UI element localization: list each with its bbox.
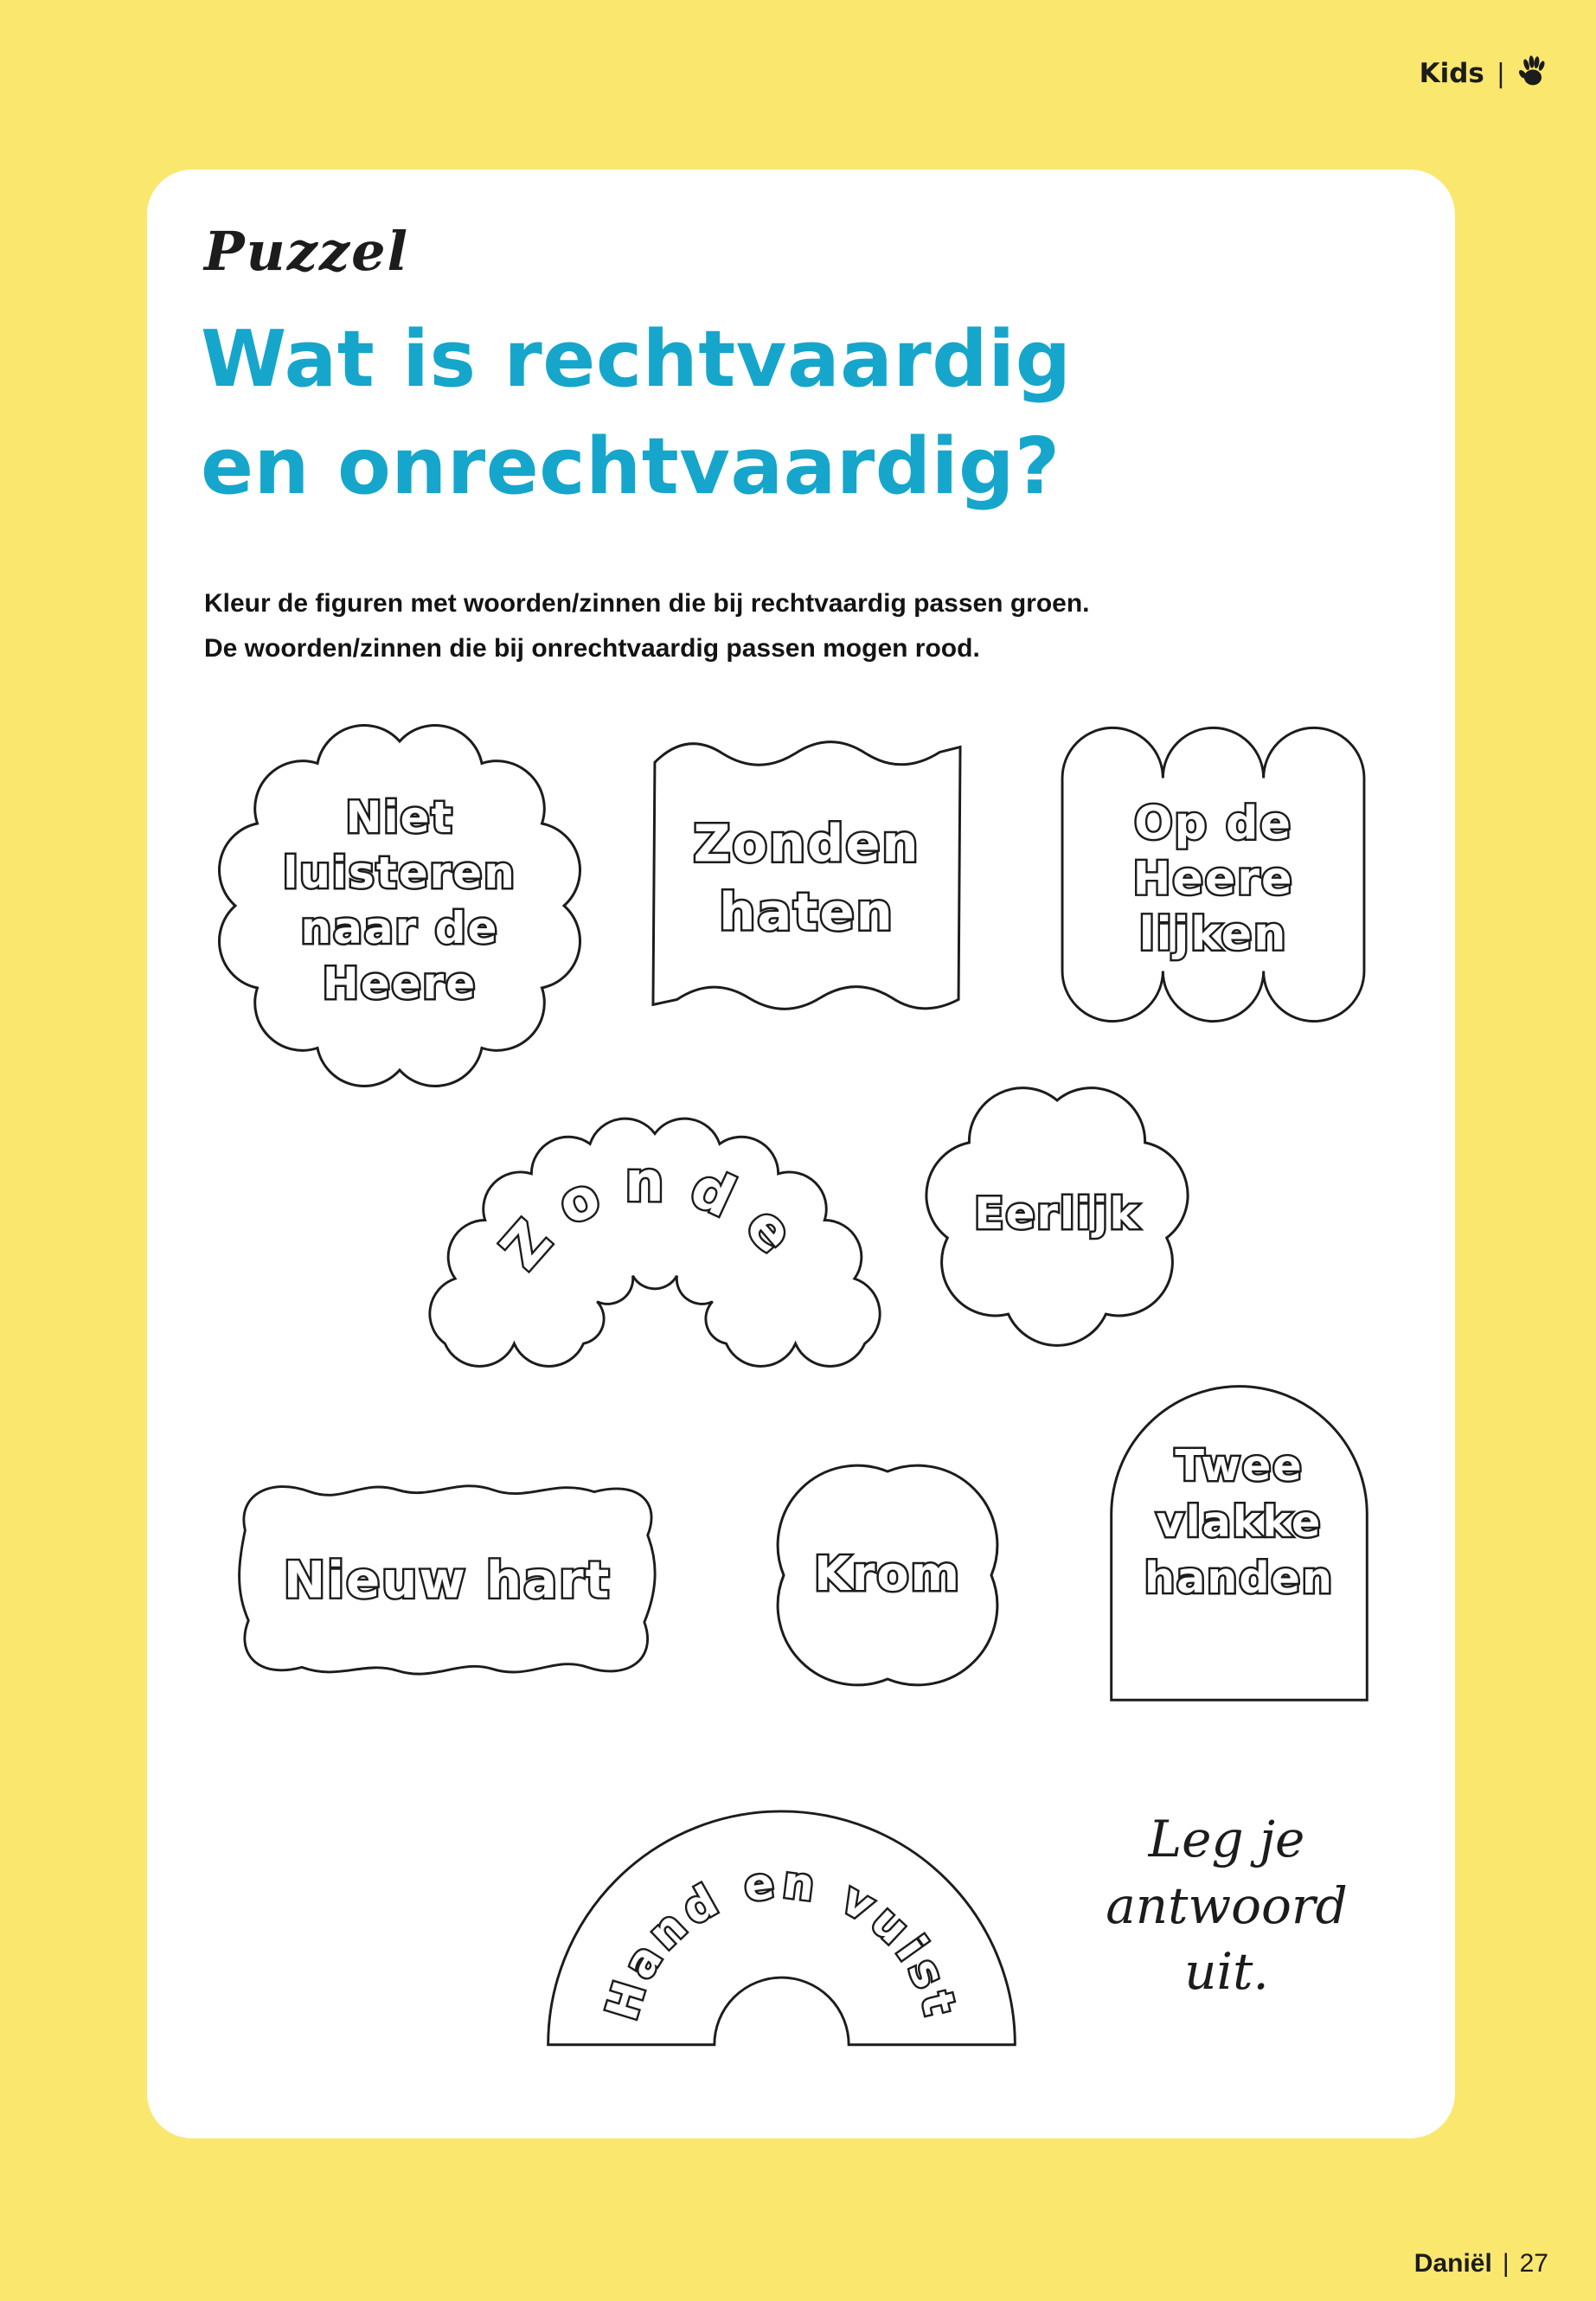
footer-separator: | [1502,2249,1509,2278]
page-footer [1414,2249,1548,2279]
shape-label-line: Krom [814,1547,961,1601]
shape-label-line: Heere [322,958,478,1009]
header-separator: | [1496,58,1505,89]
shape-flower [910,1066,1204,1360]
hand-icon [1517,54,1548,93]
shape-label-line: Niet [345,792,454,843]
wavy-flag-outline [653,742,960,1009]
shape-label-curved: Zonde [489,1150,821,1282]
shape-wavy-rainbow-arch [421,1092,888,1377]
shape-scalloped-cloud [205,711,594,1100]
kids-brand-label: Kids [1419,58,1484,89]
shape-rounded-arch [1094,1367,1384,1713]
shape-label-line: Eerlijk [974,1189,1140,1239]
corner-header [1420,54,1548,93]
shape-label-line: Twee [1175,1440,1304,1491]
page-title-line-1: Wat is rechtvaardig [201,314,1072,405]
shape-label-line: luisteren [283,848,516,898]
content-card [147,170,1455,2138]
note-line-3: uit. [1184,1942,1269,2002]
page-number: 27 [1519,2249,1548,2278]
shape-label-curved: Hand en vuist [595,1856,967,2026]
shape-label-line: handen [1144,1553,1334,1604]
note-line-1: Leg je [1148,1810,1305,1868]
shape-wavy-flag [636,718,977,1029]
instruction-line-1: Kleur de figuren met woorden/zinnen die bij rechtvaardig passen groen. [204,589,1090,618]
handwritten-note [1054,1806,1400,2005]
shape-label-line: Zonden [693,813,920,874]
shape-triple-arch [1049,711,1377,1038]
instruction-line-2: De woorden/zinnen die bij onrechtvaardig passen mogen rood. [204,633,980,663]
note-line-2: antwoord [1106,1875,1348,1935]
shape-label-line: Heere [1132,852,1294,906]
shape-label-line: Nieuw hart [283,1550,612,1610]
shape-rainbow-arch [538,1789,1025,2057]
shape-label-line: lijken [1138,907,1288,961]
shape-label-line: haten [719,881,894,942]
magazine-name: Daniël [1413,2249,1492,2278]
shape-label-line: vlakke [1156,1497,1323,1548]
shape-wavy-blob [221,1458,673,1701]
instructions [204,581,1090,671]
shape-label-line: naar de [300,903,499,953]
kicker-puzzel: Puzzel [204,220,410,283]
page-title-line-2: en onrechtvaardig? [201,421,1061,513]
page-title [201,306,1072,521]
shape-label-line: Op de [1134,797,1292,850]
shape-clover [749,1437,1026,1714]
